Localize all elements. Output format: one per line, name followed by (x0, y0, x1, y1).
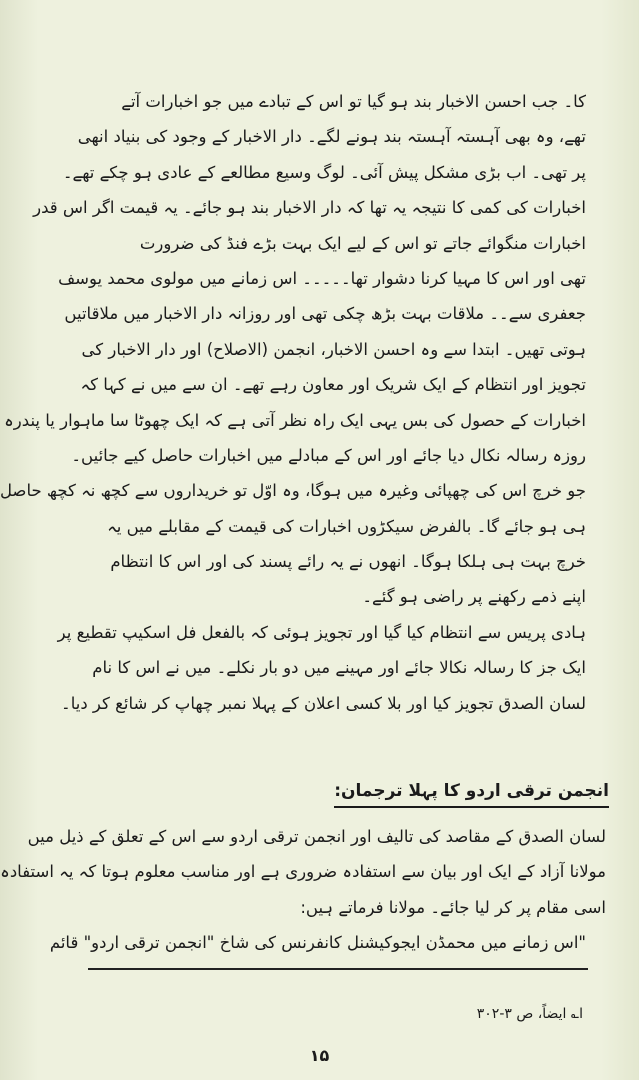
body-paragraph-1 (0, 84, 586, 721)
text-line: ہوتی تھیں۔ ابتدا سے وہ احسن الاخبار، انجمن (الاصلاح) اور دار الاخبار کی (81, 339, 586, 359)
text-line: ہی ہو جائے گا۔ بالفرض سیکڑوں اخبارات کی قیمت کے مقابلے میں یہ (107, 516, 586, 536)
page-number: ۱۵ (309, 1046, 330, 1065)
text-line: اپنے ذمے رکھنے پر راضی ہو گئے۔ (362, 587, 586, 607)
text-line: تھے، وہ بھی آہستہ آہستہ بند ہونے لگے۔ دار الاخبار کے وجود کی بنیاد انھی (77, 127, 586, 147)
text-line: تھی اور اس کا مہیا کرنا دشوار تھا۔۔۔۔۔ اس زمانے میں مولوی محمد یوسف (58, 268, 586, 288)
text-line: ایک جز کا رسالہ نکالا جائے اور مہینے میں دو بار نکلے۔ میں نے اس کا نام (92, 658, 586, 678)
text-line: اخبارات کی کمی کا نتیجہ یہ تھا کہ دار الاخبار بند ہو جائے۔ یہ قیمت اگر اس قدر (33, 198, 586, 218)
text-line: لسان الصدق کے مقاصد کی تالیف اور انجمن ترقی اردو سے اس کے تعلق کے ذیل میں (27, 827, 606, 846)
text-line: اخبارات منگوائے جاتے تو اس کے لیے ایک بہت بڑے فنڈ کی ضرورت (139, 233, 586, 253)
text-line: روزہ رسالہ نکال دیا جائے اور اس کے مبادلے میں اخبارات حاصل کیے جائیں۔ (71, 445, 586, 465)
text-line: اخبارات کے حصول کی بس یہی ایک راہ نظر آتی ہے کہ ایک چھوٹا سا ماہوار یا پندرہ (4, 410, 586, 430)
footnote: ا؎ ایضاً، ص ۳-۳۰۲ (476, 1006, 583, 1022)
text-line: جعفری سے۔۔ ملاقات بہت بڑھ چکی تھی اور روزانہ دار الاخبار میں ملاقاتیں (64, 304, 586, 324)
section-heading: انجمن ترقی اردو کا پہلا ترجمان: (334, 778, 609, 808)
block-quote: "اس زمانے میں محمڈن ایجوکیشنل کانفرنس کی شاخ "انجمن ترقی اردو" قائم (49, 933, 586, 953)
text-line: مولانا آزاد کے ایک اور بیان سے استفادہ ضروری ہے اور مناسب معلوم ہوتا کہ یہ استفادہ (0, 862, 606, 882)
text-line: لسان الصدق تجویز کیا اور بلا کسی اعلان کے پہلا نمبر چھاپ کر شائع کر دیا۔ (61, 693, 586, 713)
text-line: ہادی پریس سے انتظام کیا گیا اور تجویز ہوئی کہ بالفعل فل اسکیپ تقطیع پر (57, 622, 586, 642)
text-line: جو خرچ اس کی چھپائی وغیرہ میں ہوگا، وہ اوّل تو خریداروں سے کچھ نہ کچھ حاصل (0, 481, 586, 501)
text-line: کا۔ جب احسن الاخبار بند ہو گیا تو اس کے تبادے میں جو اخبارات آتے (121, 92, 586, 111)
text-line: اسی مقام پر کر لیا جائے۔ مولانا فرماتے ہیں: (300, 897, 606, 917)
text-line: خرچ بہت ہی ہلکا ہوگا۔ انھوں نے یہ رائے پسند کی اور اس کا انتظام (110, 552, 586, 572)
body-paragraph-2 (0, 820, 606, 960)
text-line: پر تھی۔ اب بڑی مشکل پیش آئی۔ لوگ وسیع مطالعے کے عادی ہو چکے تھے۔ (62, 162, 586, 182)
footnote-divider (88, 968, 588, 970)
section-heading-wrap (19, 778, 609, 808)
text-line: تجویز اور انتظام کے ایک شریک اور معاون رہے تھے۔ ان سے میں نے کہا کہ (80, 375, 586, 395)
